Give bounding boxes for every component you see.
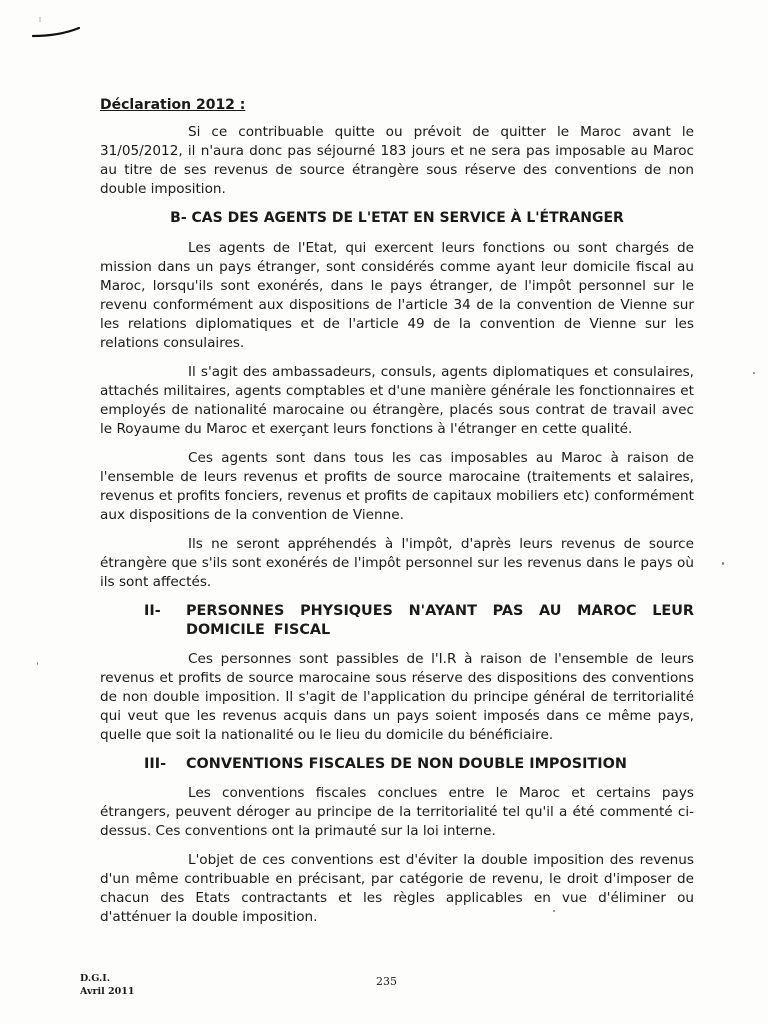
section-ii-paragraph: Ces personnes sont passibles de l'I.R à raison de l'ensemble de leurs revenus et profits de source marocaine sous réserve des dispositions des conventions de non double imposition. Il s'agit de l'application du principe général de territorialité qui veut que les revenus acquis dans un pays soient imposés dans ce même pays, quelle que soit la nationalité ou le lieu du domicile du bénéficiaire.: [100, 651, 694, 743]
declaration-heading: Déclaration 2012 :: [100, 97, 246, 113]
section-ii-number: II-: [144, 603, 161, 619]
section-iii-paragraph-2: L'objet de ces conventions est d'éviter la double imposition des revenus d'un même contribuable en précisant, par catégorie de revenu, le droit d'imposer de chacun des Etats contractants et les règles applicables en vue d'éliminer ou d'atténuer la double imposition.: [100, 852, 694, 925]
scan-speck: [37, 662, 38, 665]
footer-source: [80, 972, 134, 998]
section-iii-title: CONVENTIONS FISCALES DE NON DOUBLE IMPOSITION: [186, 756, 627, 772]
section-b-paragraph-2: Il s'agit des ambassadeurs, consuls, agents diplomatiques et consulaires, attachés militaires, agents comptables et d'une manière générale les fonctionnaires et employés de nationalité marocaine ou étrangère, placés sous contrat de travail avec le Royaume du Maroc et exerçant leurs fonctions à l'étranger en cette qualité.: [100, 364, 694, 437]
page-number: 235: [376, 975, 397, 988]
section-b-paragraph-3: Ces agents sont dans tous les cas imposables au Maroc à raison de l'ensemble de leurs revenus et profits de source marocaine (traitements et salaires, revenus et profits fonciers, revenus et profits de capitaux mobiliers etc) conformément aux dispositions de la convention de Vienne.: [100, 450, 694, 523]
section-iii-paragraph-1: Les conventions fiscales conclues entre le Maroc et certains pays étrangers, peuvent déroger au principe de la territorialité tel qu'il a été commenté ci-dessus. Ces conventions ont la primauté sur la loi interne.: [100, 785, 694, 839]
section-ii-heading: [100, 602, 694, 640]
declaration-paragraph: Si ce contribuable quitte ou prévoit de quitter le Maroc avant le 31/05/2012, il n'aura donc pas séjourné 183 jours et ne sera pas imposable au Maroc au titre de ses revenus de source étrangère sous réserve des conventions de non double imposition.: [100, 124, 694, 197]
scan-speck: [753, 372, 755, 374]
footer-date: Avril 2011: [80, 986, 135, 997]
page-content: [100, 96, 694, 927]
section-iii-heading: [100, 755, 694, 774]
section-b-heading: B- CAS DES AGENTS DE L'ETAT EN SERVICE À L'ÉTRANGER: [170, 210, 624, 226]
section-b-paragraph-1: Les agents de l'Etat, qui exercent leurs fonctions ou sont chargés de mission dans un pays étranger, sont considérés comme ayant leur domicile fiscal au Maroc, lorsqu'ils sont exonérés, dans le pays étranger, de l'impôt personnel sur le revenu conformément aux dispositions de l'article 34 de la convention de Vienne sur les relations diplomatiques et de l'article 49 de la convention de Vienne sur les relations consulaires.: [100, 240, 694, 351]
footer-org: D.G.I.: [80, 973, 111, 984]
section-ii-title: PERSONNES PHYSIQUES N'AYANT PAS AU MAROC LEUR DOMICILE FISCAL: [186, 603, 694, 638]
pen-stroke-mark: [30, 14, 82, 44]
section-b-paragraph-4: Ils ne seront appréhendés à l'impôt, d'après leurs revenus de source étrangère que s'ils sont exonérés de l'impôt personnel sur les revenus dans le pays où ils sont affectés.: [100, 536, 694, 590]
scan-speck: [553, 910, 555, 912]
section-iii-number: III-: [144, 756, 167, 772]
scan-speck: [722, 562, 724, 565]
